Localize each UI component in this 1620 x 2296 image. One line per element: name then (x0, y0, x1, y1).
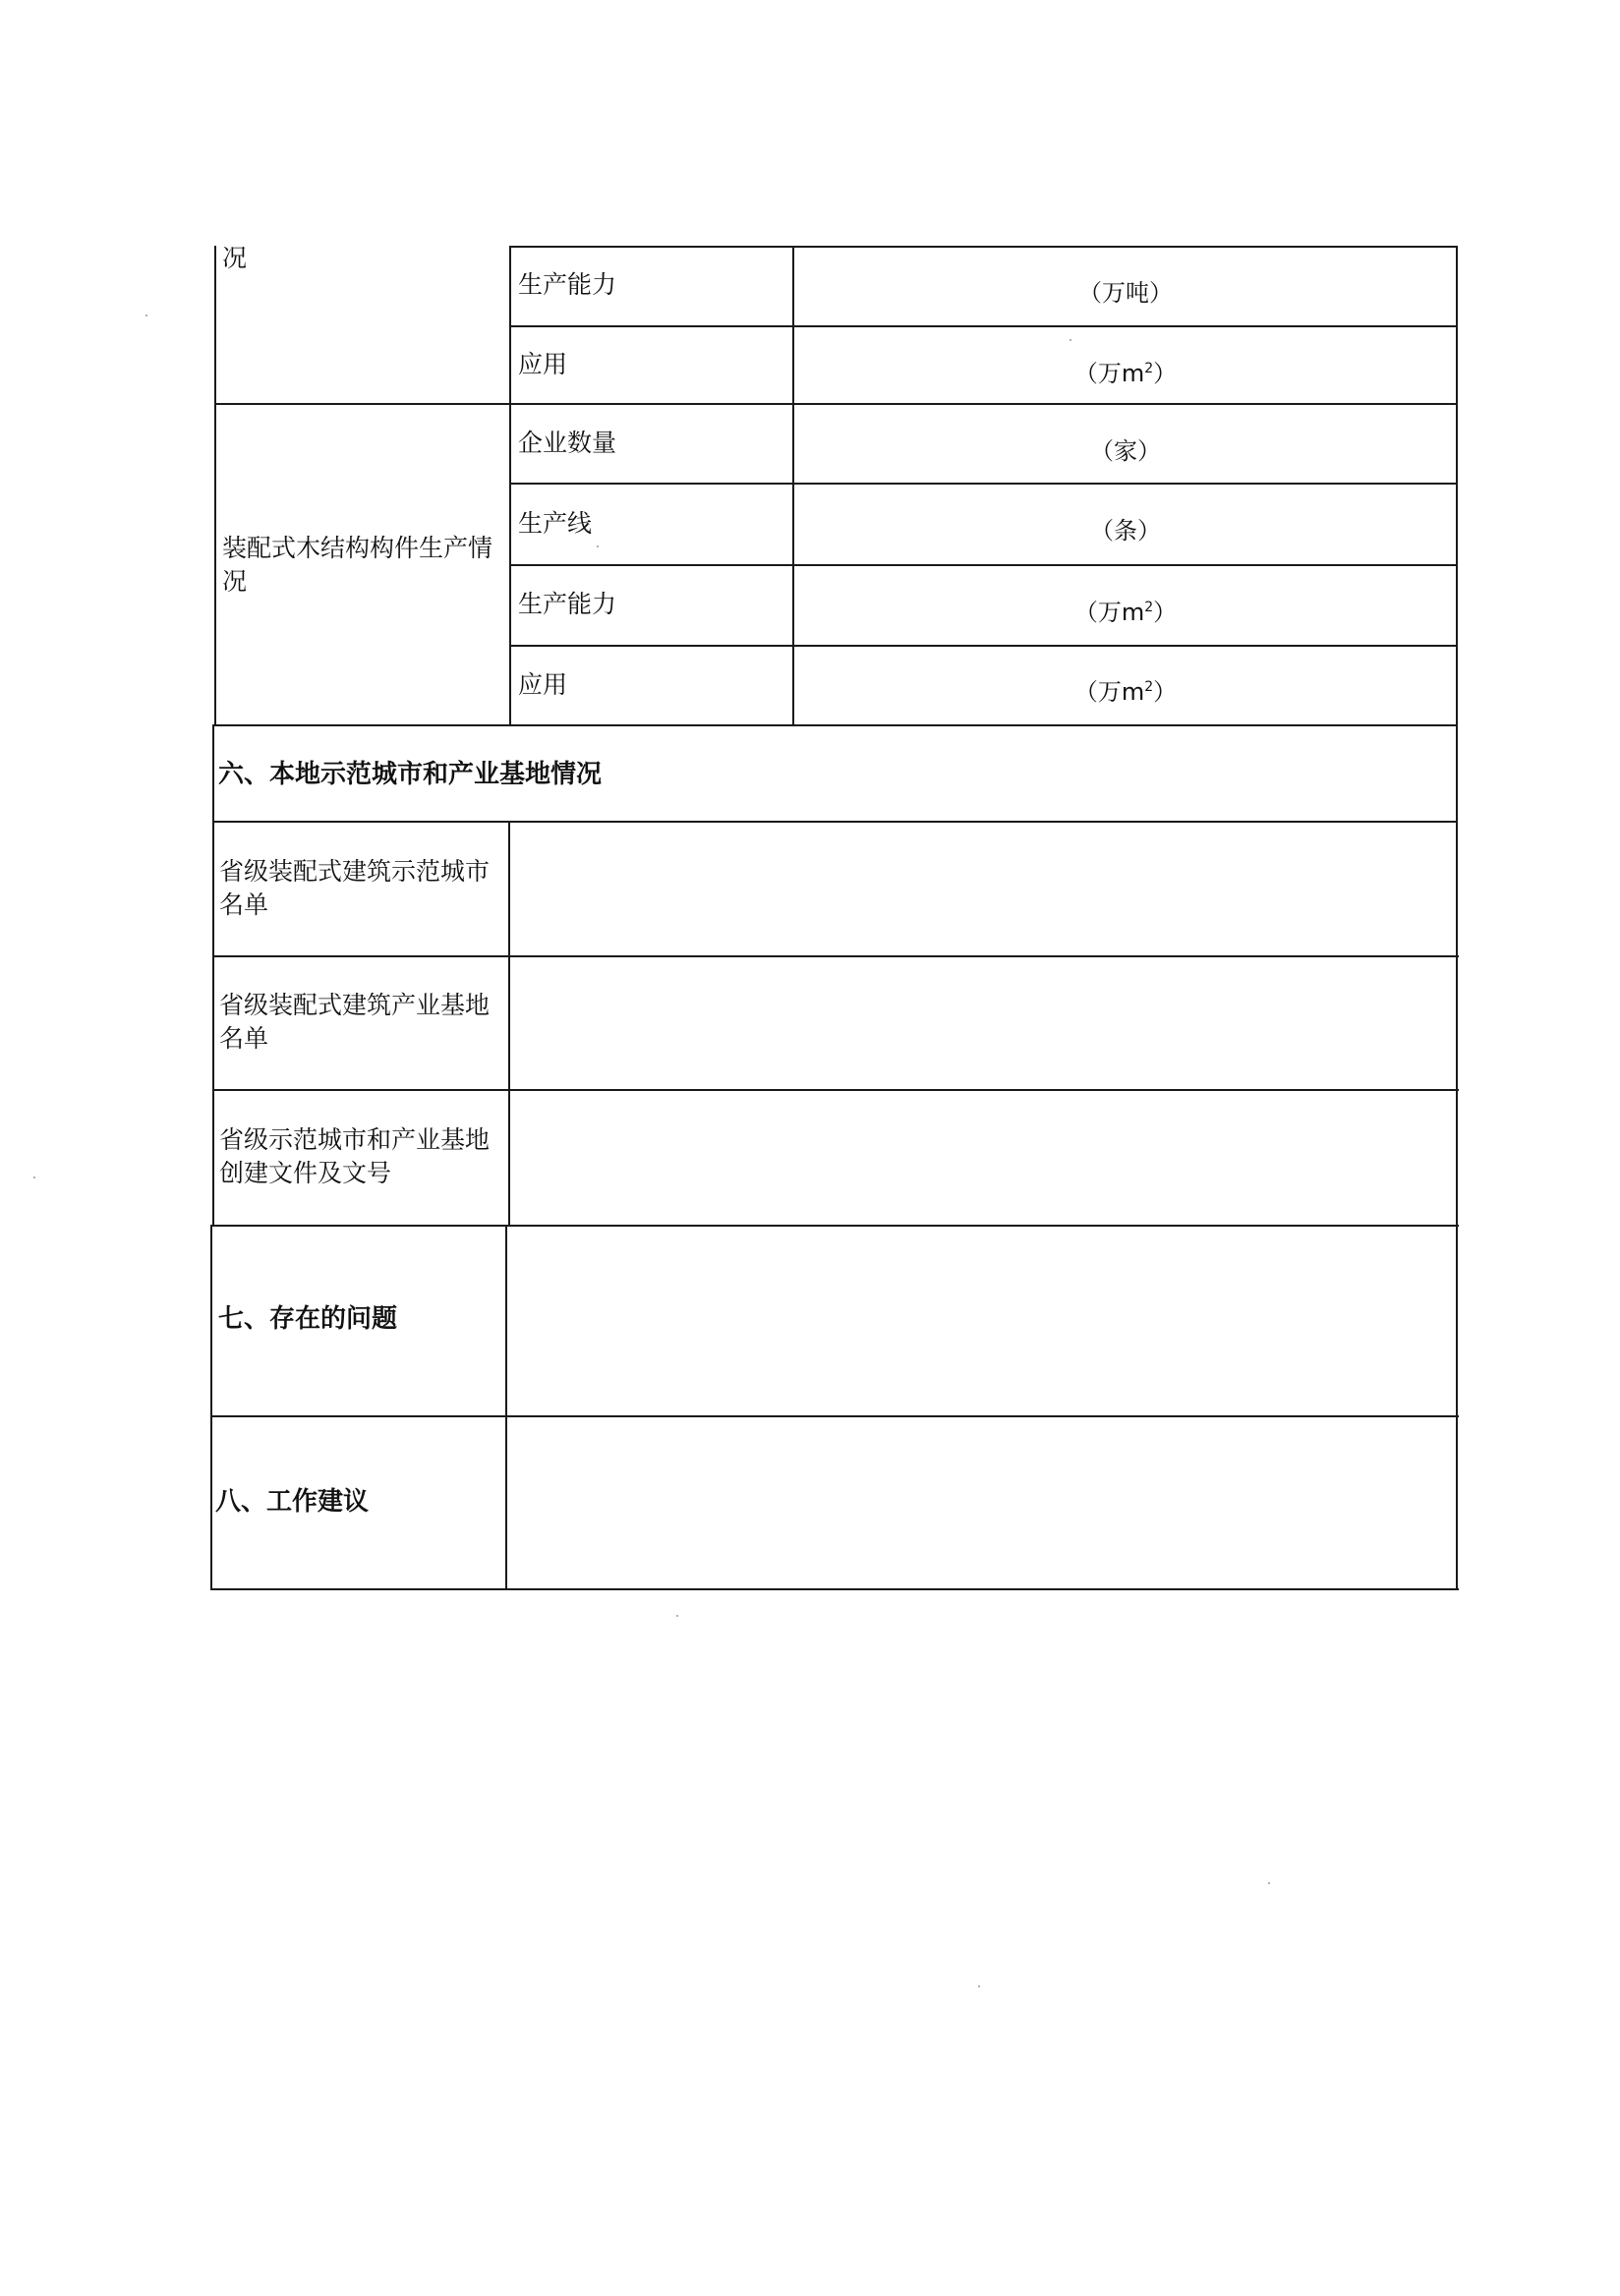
table-line (505, 1225, 507, 1589)
row-item-production-line: 生产线 (518, 509, 593, 538)
scan-speck (1070, 339, 1071, 341)
wood-components-label: 装配式木结构构件生产情况 (222, 534, 493, 596)
row-unit: （万$m^2$） (1073, 678, 1178, 706)
row-item-application: 应用 (518, 670, 568, 699)
section5-label-tail: 况 (222, 244, 248, 272)
table-line (212, 1225, 1459, 1227)
table-line (212, 724, 214, 1226)
row-item-enterprise-count: 企业数量 (518, 429, 617, 457)
scan-speck (676, 1615, 678, 1617)
scan-speck (1268, 1882, 1270, 1884)
table-line (212, 821, 1458, 823)
table-line (509, 325, 1458, 327)
table-line (212, 724, 1458, 726)
section6-row-label-industry-bases: 省级装配式建筑产业基地名单 (219, 991, 491, 1053)
scan-speck (597, 545, 599, 547)
table-line (212, 1089, 1459, 1091)
row-item-application: 应用 (518, 350, 568, 378)
row-unit: （万$m^2$） (1073, 360, 1178, 387)
table-line (509, 483, 1458, 485)
table-line (509, 246, 1458, 248)
table-line (214, 403, 1458, 405)
table-line (210, 1225, 212, 1589)
row-unit: （万吨） (1078, 279, 1173, 307)
row-item-production-capacity: 生产能力 (518, 590, 617, 618)
table-line (509, 645, 1458, 647)
table-line (1456, 246, 1458, 1589)
table-line (509, 246, 511, 724)
section7-heading: 七、存在的问题 (218, 1304, 398, 1334)
row-unit: （万$m^2$） (1073, 599, 1178, 626)
row-item-production-capacity: 生产能力 (518, 270, 617, 299)
table-line (509, 564, 1458, 566)
table-line (212, 955, 1459, 957)
row-unit: （条） (1090, 517, 1161, 545)
scan-speck (145, 315, 147, 316)
table-line (792, 246, 794, 724)
section6-row-label-demo-cities: 省级装配式建筑示范城市名单 (219, 857, 491, 919)
table-line (210, 1588, 1459, 1590)
section6-heading: 六、本地示范城市和产业基地情况 (218, 760, 603, 789)
section6-row-label-creation-documents: 省级示范城市和产业基地创建文件及文号 (219, 1125, 491, 1187)
table-line (214, 246, 216, 724)
table-line (508, 821, 510, 1225)
row-unit: （家） (1090, 437, 1161, 465)
section8-heading: 八、工作建议 (215, 1487, 370, 1517)
table-line (210, 1415, 1459, 1417)
scan-speck (33, 1177, 35, 1178)
scan-speck (978, 1985, 980, 1987)
